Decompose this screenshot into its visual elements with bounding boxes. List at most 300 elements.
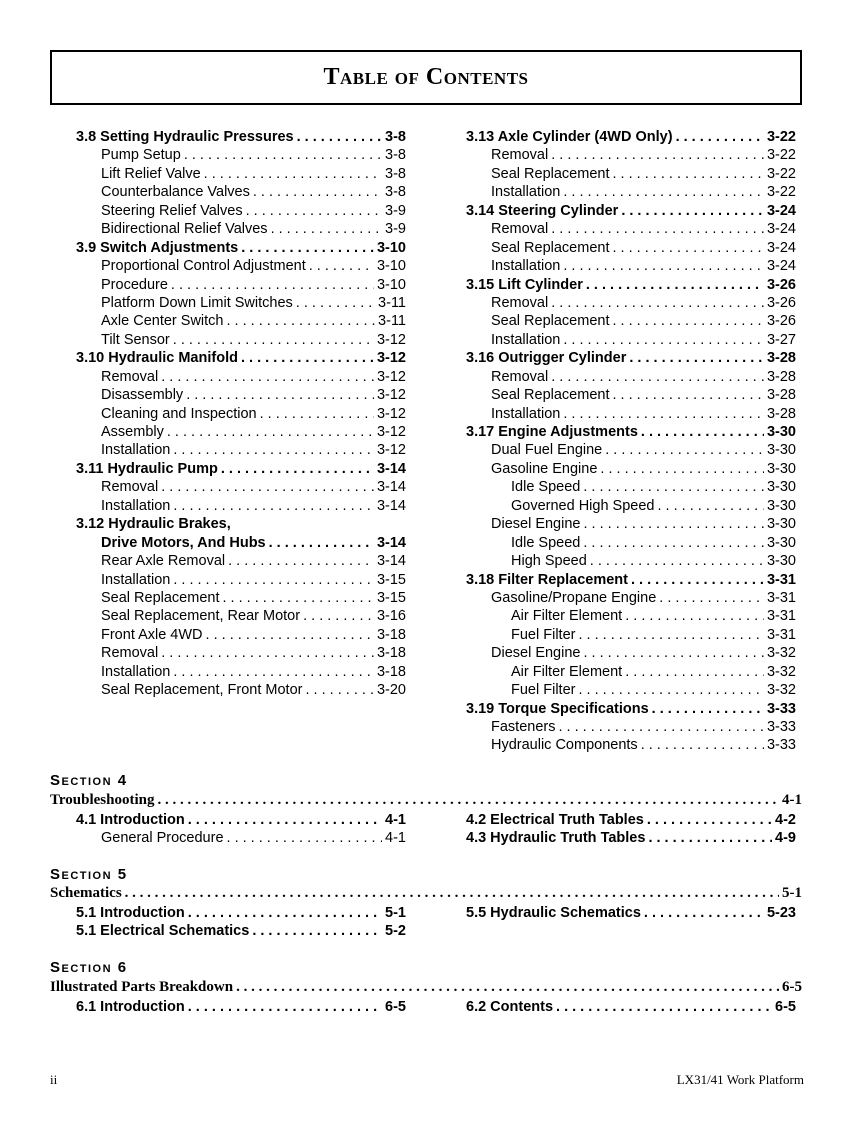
- toc-entry-page: 3-28: [766, 387, 796, 404]
- toc-entry[interactable]: [466, 663, 796, 681]
- toc-entry-page: 5-23: [766, 905, 796, 921]
- toc-entry-page: 3-14: [376, 534, 406, 551]
- toc-entry-label: Removal: [101, 479, 159, 496]
- toc-entry[interactable]: [76, 368, 406, 386]
- toc-entry-page: 3-9: [385, 221, 406, 238]
- toc-entry-label: 5.1 Electrical Schematics: [76, 923, 250, 940]
- section-4-left: [76, 811, 406, 848]
- toc-entry-page: 3-8: [385, 184, 406, 201]
- leader-dots: [625, 663, 764, 681]
- toc-entry[interactable]: [466, 441, 796, 459]
- toc-entry[interactable]: [466, 165, 796, 183]
- toc-entry-page: 3-12: [376, 331, 406, 348]
- toc-entry-page: 3-24: [766, 239, 796, 256]
- toc-entry-label: 3.12 Hydraulic Brakes,: [76, 516, 231, 533]
- leader-dots: [563, 257, 764, 275]
- toc-entry-page: 3-18: [376, 626, 406, 643]
- leader-dots: [613, 239, 764, 257]
- section-4-right: [466, 811, 796, 848]
- leader-dots: [297, 128, 382, 146]
- leader-dots: [253, 183, 382, 201]
- leader-dots: [641, 423, 764, 441]
- section-4-title-row[interactable]: [50, 792, 802, 809]
- toc-entry-page: 4-2: [775, 812, 796, 828]
- toc-entry-page: 3-22: [766, 129, 796, 145]
- toc-entry-page: 3-10: [376, 276, 406, 293]
- toc-entry-page: 3-22: [766, 184, 796, 201]
- toc-entry-label: Seal Replacement: [491, 313, 610, 330]
- toc-entry-page: 3-8: [385, 165, 406, 182]
- toc-entry[interactable]: [76, 681, 406, 699]
- leader-dots: [227, 829, 383, 847]
- toc-entry[interactable]: [76, 312, 406, 330]
- leader-dots: [161, 478, 374, 496]
- leader-dots: [578, 626, 764, 644]
- leader-dots: [246, 202, 382, 220]
- leader-dots: [551, 368, 764, 386]
- toc-entry[interactable]: [466, 998, 796, 1016]
- toc-entry-label: Fuel Filter: [511, 626, 576, 643]
- toc-entry[interactable]: [76, 552, 406, 570]
- toc-entry-page: 3-30: [766, 534, 796, 551]
- toc-entry-page: 3-15: [376, 589, 406, 606]
- leader-dots: [206, 626, 374, 644]
- leader-dots: [309, 257, 374, 275]
- leader-dots: [305, 681, 373, 699]
- toc-entry-page: 3-28: [766, 350, 796, 367]
- toc-entry-label: 3.9 Switch Adjustments: [76, 239, 239, 256]
- toc-entry[interactable]: [466, 515, 796, 533]
- toc-entry-page: 3-12: [376, 387, 406, 404]
- toc-entry[interactable]: [466, 644, 796, 662]
- toc-entry[interactable]: [466, 829, 796, 847]
- leader-dots: [228, 552, 374, 570]
- section-5-left: [76, 904, 406, 941]
- toc-entry[interactable]: [76, 534, 406, 552]
- toc-entry-label: Seal Replacement: [101, 589, 220, 606]
- leader-dots: [188, 811, 382, 829]
- leader-dots: [605, 441, 764, 459]
- leader-dots: [173, 571, 374, 589]
- leader-dots: [204, 165, 382, 183]
- leader-dots: [551, 146, 764, 164]
- leader-dots: [125, 885, 779, 902]
- toc-entry[interactable]: [76, 257, 406, 275]
- toc-entry-page: 3-30: [766, 479, 796, 496]
- leader-dots: [188, 904, 382, 922]
- leader-dots: [613, 386, 764, 404]
- section-5-heading: Section 5: [50, 866, 128, 883]
- leader-dots: [563, 183, 764, 201]
- toc-entry-label: Hydraulic Components: [491, 737, 638, 754]
- toc-entry-label: Gasoline/Propane Engine: [491, 589, 657, 606]
- toc-entry-label: Idle Speed: [511, 534, 581, 551]
- toc-entry-page: 3-26: [766, 313, 796, 330]
- leader-dots: [556, 998, 772, 1016]
- toc-entry-page: 3-30: [766, 553, 796, 570]
- toc-entry[interactable]: [76, 571, 406, 589]
- toc-entry-label: Installation: [101, 571, 171, 588]
- section-5-title: Schematics: [50, 885, 122, 901]
- toc-entry[interactable]: [466, 497, 796, 515]
- toc-entry-page: 3-28: [766, 405, 796, 422]
- toc-entry-page: 6-5: [775, 999, 796, 1015]
- toc-entry-page: 3-24: [766, 258, 796, 275]
- leader-dots: [236, 979, 779, 996]
- toc-entry[interactable]: [76, 998, 406, 1016]
- toc-entry[interactable]: [76, 405, 406, 423]
- toc-entry[interactable]: [466, 552, 796, 570]
- toc-entry[interactable]: [76, 626, 406, 644]
- toc-entry[interactable]: [466, 718, 796, 736]
- toc-entry[interactable]: [466, 146, 796, 164]
- toc-entry-label: Installation: [101, 663, 171, 680]
- toc-entry[interactable]: [76, 128, 406, 146]
- toc-entry[interactable]: [466, 257, 796, 275]
- leader-dots: [173, 497, 374, 515]
- leader-dots: [648, 829, 772, 847]
- toc-entry-label: 3.19 Torque Specifications: [466, 700, 649, 717]
- toc-entry-label: Fasteners: [491, 719, 556, 735]
- leader-dots: [590, 552, 764, 570]
- toc-entry-label: Air Filter Element: [511, 608, 623, 625]
- toc-entry-label: Pump Setup: [101, 147, 181, 164]
- toc-entry-page: 3-31: [766, 626, 796, 643]
- section-6-right: [466, 998, 796, 1016]
- toc-entry-label: Seal Replacement, Front Motor: [101, 682, 303, 699]
- toc-entry-label: Installation: [491, 405, 561, 422]
- section-4-heading: Section 4: [50, 772, 128, 789]
- toc-entry[interactable]: [76, 276, 406, 294]
- toc-entry-page: 3-22: [766, 147, 796, 164]
- leader-dots: [173, 331, 374, 349]
- toc-left-column: [76, 128, 406, 700]
- toc-entry[interactable]: [466, 386, 796, 404]
- leader-dots: [184, 146, 382, 164]
- toc-entry-label: 4.3 Hydraulic Truth Tables: [466, 830, 646, 847]
- toc-entry-label: Steering Relief Valves: [101, 202, 243, 219]
- toc-entry[interactable]: [76, 331, 406, 349]
- toc-entry-label: Rear Axle Removal: [101, 553, 226, 570]
- leader-dots: [586, 276, 764, 294]
- toc-entry[interactable]: [466, 239, 796, 257]
- toc-entry-page: 3-8: [385, 129, 406, 145]
- toc-entry-label: Diesel Engine: [491, 516, 581, 533]
- toc-entry[interactable]: [76, 922, 406, 940]
- toc-entry-label: Removal: [491, 368, 549, 385]
- toc-entry-page: 3-31: [766, 571, 796, 588]
- toc-entry[interactable]: [466, 904, 796, 922]
- leader-dots: [600, 460, 764, 478]
- toc-entry-label: Removal: [101, 645, 159, 662]
- toc-entry-label: High Speed: [511, 553, 587, 570]
- toc-entry[interactable]: [76, 239, 406, 257]
- toc-entry-label: Lift Relief Valve: [101, 165, 201, 182]
- toc-entry[interactable]: [466, 571, 796, 589]
- toc-entry-page: 3-30: [766, 497, 796, 514]
- leader-dots: [621, 202, 764, 220]
- toc-entry-label: Disassembly: [101, 387, 184, 404]
- toc-entry-page: 3-31: [766, 608, 796, 625]
- toc-entry-label: 3.11 Hydraulic Pump: [76, 460, 218, 477]
- toc-entry-label: Removal: [101, 368, 159, 385]
- toc-entry-label: 3.8 Setting Hydraulic Pressures: [76, 129, 294, 145]
- toc-entry-label: Drive Motors, And Hubs: [101, 534, 266, 551]
- leader-dots: [241, 349, 374, 367]
- toc-entry[interactable]: [466, 405, 796, 423]
- toc-entry[interactable]: [466, 276, 796, 294]
- leader-dots: [583, 644, 763, 662]
- leader-dots: [227, 312, 376, 330]
- toc-entry-label: Proportional Control Adjustment: [101, 258, 306, 275]
- leader-dots: [644, 904, 764, 922]
- toc-entry-page: 3-31: [766, 589, 796, 606]
- toc-entry-page: 3-26: [766, 276, 796, 293]
- toc-entry-page: 3-22: [766, 165, 796, 182]
- toc-entry-label: Bidirectional Relief Valves: [101, 221, 268, 238]
- toc-entry[interactable]: [76, 811, 406, 829]
- section-6-title: Illustrated Parts Breakdown: [50, 979, 234, 995]
- toc-entry[interactable]: [466, 460, 796, 478]
- toc-entry-page: 3-16: [376, 608, 406, 625]
- toc-entry-page: 3-11: [378, 294, 406, 311]
- toc-entry[interactable]: [466, 128, 796, 146]
- toc-entry-label: Front Axle 4WD: [101, 626, 203, 643]
- toc-entry-page: 3-15: [376, 571, 406, 588]
- page-title: Table of Contents: [50, 50, 802, 105]
- toc-entry[interactable]: [76, 460, 406, 478]
- toc-entry-page: 3-30: [766, 516, 796, 533]
- section-6-left: [76, 998, 406, 1016]
- toc-entry[interactable]: [466, 736, 796, 754]
- toc-entry-page: 3-33: [766, 719, 796, 735]
- toc-entry-page: 3-30: [766, 424, 796, 440]
- toc-entry-label: 3.15 Lift Cylinder: [466, 276, 583, 293]
- toc-entry-page: 3-24: [766, 202, 796, 219]
- toc-entry-label: 3.14 Steering Cylinder: [466, 202, 619, 219]
- toc-entry[interactable]: [466, 811, 796, 829]
- toc-entry-label: 4.2 Electrical Truth Tables: [466, 812, 644, 828]
- toc-entry[interactable]: [76, 644, 406, 662]
- toc-entry-page: 3-24: [766, 221, 796, 238]
- leader-dots: [583, 534, 764, 552]
- toc-entry-label: Seal Replacement, Rear Motor: [101, 608, 301, 625]
- toc-entry[interactable]: [76, 220, 406, 238]
- leader-dots: [296, 294, 375, 312]
- leader-dots: [186, 386, 374, 404]
- toc-entry-label: Removal: [491, 147, 549, 164]
- toc-entry-label: Cleaning and Inspection: [101, 405, 257, 422]
- toc-entry-page: 3-14: [376, 497, 406, 514]
- toc-entry-label: 3.13 Axle Cylinder (4WD Only): [466, 129, 673, 145]
- toc-entry-page: 3-8: [385, 147, 406, 164]
- toc-entry-page: 3-33: [766, 700, 796, 717]
- toc-entry-label: Removal: [491, 294, 549, 311]
- toc-entry-label: Procedure: [101, 276, 168, 293]
- leader-dots: [173, 663, 374, 681]
- toc-entry-page: 6-5: [385, 999, 406, 1015]
- toc-entry[interactable]: [466, 294, 796, 312]
- toc-entry-page: 3-32: [766, 682, 796, 699]
- toc-entry-label: Assembly: [101, 424, 164, 440]
- leader-dots: [659, 589, 764, 607]
- toc-entry[interactable]: [76, 497, 406, 515]
- toc-entry-label: Removal: [491, 221, 549, 238]
- leader-dots: [629, 349, 764, 367]
- toc-entry-label: Seal Replacement: [491, 387, 610, 404]
- toc-entry-label: General Procedure: [101, 830, 224, 847]
- section-6-heading: Section 6: [50, 959, 128, 976]
- toc-entry[interactable]: [76, 607, 406, 625]
- toc-entry-page: 3-30: [766, 460, 796, 477]
- toc-right-column: [466, 128, 796, 755]
- toc-entry-page: 3-12: [376, 442, 406, 459]
- section-5-page: 5-1: [782, 885, 802, 901]
- toc-entry[interactable]: [76, 829, 406, 847]
- toc-entry[interactable]: [466, 607, 796, 625]
- leader-dots: [676, 128, 764, 146]
- toc-entry-page: 3-30: [766, 442, 796, 459]
- section-4-page: 4-1: [782, 792, 802, 808]
- toc-entry[interactable]: [466, 331, 796, 349]
- section-6-page: 6-5: [782, 979, 802, 995]
- toc-entry-page: 3-10: [376, 258, 406, 275]
- toc-entry-page: 3-14: [376, 460, 406, 477]
- toc-entry-label: Installation: [101, 442, 171, 459]
- toc-entry-label: Installation: [491, 331, 561, 348]
- toc-entry-label: Idle Speed: [511, 479, 581, 496]
- toc-entry-label: 6.1 Introduction: [76, 999, 185, 1015]
- toc-entry-label: Air Filter Element: [511, 663, 623, 680]
- toc-entry[interactable]: [76, 165, 406, 183]
- leader-dots: [583, 515, 763, 533]
- leader-dots: [551, 220, 764, 238]
- toc-entry-label: Governed High Speed: [511, 497, 655, 514]
- toc-entry-page: 3-26: [766, 294, 796, 311]
- toc-entry-page: 3-20: [376, 682, 406, 699]
- toc-entry[interactable]: [466, 626, 796, 644]
- leader-dots: [625, 607, 764, 625]
- leader-dots: [583, 478, 764, 496]
- toc-entry-label: Installation: [101, 497, 171, 514]
- toc-entry-label: Installation: [491, 258, 561, 275]
- toc-entry-page: 4-1: [385, 812, 406, 828]
- toc-entry-page: 5-1: [385, 905, 406, 921]
- leader-dots: [658, 497, 764, 515]
- toc-entry-label: Tilt Sensor: [101, 331, 170, 348]
- footer-page-number: ii: [50, 1072, 58, 1087]
- toc-entry[interactable]: [466, 423, 796, 441]
- toc-entry-label: Platform Down Limit Switches: [101, 294, 293, 311]
- leader-dots: [161, 644, 374, 662]
- toc-entry[interactable]: [466, 368, 796, 386]
- leader-dots: [221, 460, 374, 478]
- toc-entry[interactable]: [466, 589, 796, 607]
- leader-dots: [563, 331, 764, 349]
- toc-entry-label: Seal Replacement: [491, 165, 610, 182]
- leader-dots: [578, 681, 764, 699]
- toc-entry-page: 3-27: [766, 331, 796, 348]
- section-5-title-row[interactable]: [50, 885, 802, 902]
- section-6-title-row[interactable]: [50, 979, 802, 996]
- toc-entry-page: 4-1: [385, 830, 406, 847]
- toc-entry-page: 3-28: [766, 368, 796, 385]
- toc-entry-page: 5-2: [385, 923, 406, 940]
- toc-entry[interactable]: [76, 904, 406, 922]
- toc-entry-page: 3-9: [385, 202, 406, 219]
- toc-entry-label: 3.17 Engine Adjustments: [466, 424, 638, 440]
- toc-entry[interactable]: [76, 202, 406, 220]
- toc-entry-page: 3-14: [376, 553, 406, 570]
- toc-entry-label: 5.5 Hydraulic Schematics: [466, 905, 641, 921]
- leader-dots: [173, 441, 374, 459]
- toc-entry-page: 3-11: [378, 313, 406, 330]
- toc-entry[interactable]: [76, 441, 406, 459]
- footer-manual-title: LX31/41 Work Platform: [676, 1072, 804, 1087]
- toc-entry[interactable]: [466, 534, 796, 552]
- leader-dots: [157, 792, 779, 809]
- toc-entry-label: Axle Center Switch: [101, 313, 224, 330]
- toc-entry[interactable]: [76, 663, 406, 681]
- toc-entry-label: Dual Fuel Engine: [491, 442, 603, 459]
- toc-entry[interactable]: [466, 312, 796, 330]
- toc-entry[interactable]: [466, 478, 796, 496]
- toc-entry[interactable]: [466, 349, 796, 367]
- toc-entry[interactable]: [76, 294, 406, 312]
- toc-entry-page: 3-18: [376, 663, 406, 680]
- toc-entry-label: Fuel Filter: [511, 682, 576, 699]
- toc-entry[interactable]: [76, 386, 406, 404]
- toc-entry[interactable]: [466, 700, 796, 718]
- toc-entry[interactable]: [466, 183, 796, 201]
- toc-entry-page: 3-14: [376, 479, 406, 496]
- toc-entry-label: 3.16 Outrigger Cylinder: [466, 350, 627, 367]
- toc-entry[interactable]: [76, 349, 406, 367]
- toc-entry[interactable]: [76, 515, 406, 533]
- toc-entry-label: 6.2 Contents: [466, 999, 554, 1015]
- leader-dots: [652, 700, 764, 718]
- toc-entry-page: 3-12: [376, 424, 406, 440]
- toc-entry[interactable]: [76, 183, 406, 201]
- toc-entry[interactable]: [466, 220, 796, 238]
- toc-entry[interactable]: [76, 146, 406, 164]
- toc-entry[interactable]: [466, 681, 796, 699]
- toc-entry-page: 3-10: [376, 239, 406, 256]
- leader-dots: [303, 607, 374, 625]
- toc-entry-label: 5.1 Introduction: [76, 905, 185, 921]
- leader-dots: [269, 534, 374, 552]
- toc-entry-label: Installation: [491, 184, 561, 201]
- leader-dots: [613, 312, 764, 330]
- toc-entry[interactable]: [466, 202, 796, 220]
- toc-entry-page: 3-12: [376, 405, 406, 422]
- leader-dots: [167, 423, 374, 441]
- leader-dots: [613, 165, 764, 183]
- section-5-right: [466, 904, 796, 922]
- leader-dots: [551, 294, 764, 312]
- toc-entry[interactable]: [76, 478, 406, 496]
- toc-entry-label: Gasoline Engine: [491, 460, 598, 477]
- toc-entry-page: 3-18: [376, 645, 406, 662]
- toc-entry-page: 4-9: [775, 830, 796, 847]
- toc-entry[interactable]: [76, 423, 406, 441]
- leader-dots: [171, 276, 374, 294]
- leader-dots: [563, 405, 764, 423]
- toc-entry[interactable]: [76, 589, 406, 607]
- leader-dots: [161, 368, 374, 386]
- toc-entry-label: Seal Replacement: [491, 239, 610, 256]
- leader-dots: [252, 922, 382, 940]
